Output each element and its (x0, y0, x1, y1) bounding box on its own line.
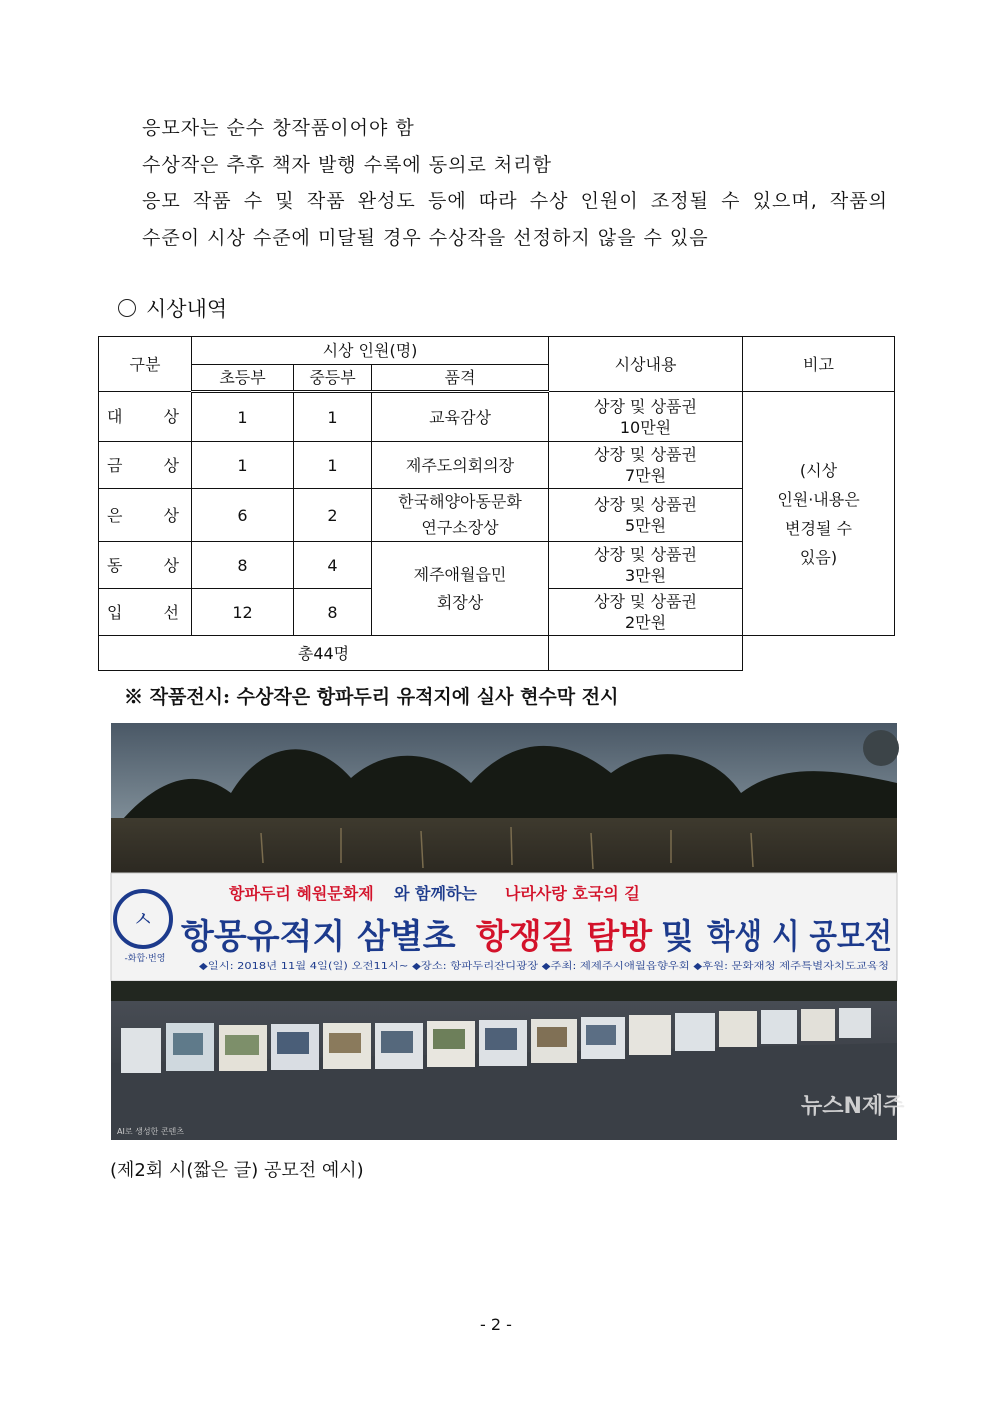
row-category: 금 상 (99, 442, 192, 489)
photo-caption: (제2회 시(짧은 글) 공모전 예시) (110, 1160, 364, 1181)
header-content: 시상내용 (549, 337, 743, 392)
svg-text:◆일시: 2018년 11월 4일(일) 오전11시~ ◆: ◆일시: 2018년 11월 4일(일) 오전11시~ ◆장소: 항파두리잔디광장 ◆주최: 제제주시애월읍향우회 ◆후원: 문화재청 제주특별자치도교육청 (199, 961, 776, 972)
row-elementary-count: 8 (192, 542, 294, 589)
row-elementary-count: 12 (192, 589, 294, 636)
svg-text:학생 시 공모전: 학생 시 공모전 (706, 917, 892, 957)
header-remarks: 비고 (743, 337, 895, 392)
row-category: 입 선 (99, 589, 192, 636)
total-empty-cell (549, 636, 743, 671)
row-middle-count: 1 (294, 392, 372, 442)
row-middle-count: 8 (294, 589, 372, 636)
row-award-name: 제주도의회의장 (372, 442, 549, 489)
svg-text:나라사랑 호국의 길: 나라사랑 호국의 길 (505, 884, 640, 903)
header-middle: 중등부 (294, 365, 372, 392)
circle-bullet-icon (118, 299, 136, 317)
condition-line-3: 응모 작품 수 및 작품 완성도 등에 따라 수상 인원이 조정될 수 있으며, 작품의 (142, 190, 888, 212)
row-category: 동 상 (99, 542, 192, 589)
total-row (99, 636, 895, 671)
svg-text:ㅅ: ㅅ (132, 908, 154, 933)
header-award-name: 품격 (372, 365, 549, 392)
page-number: - 2 - (480, 1315, 512, 1334)
row-category: 대 상 (99, 392, 192, 442)
svg-text:항파두리 혜원문화제: 항파두리 혜원문화제 (229, 884, 374, 903)
banner-photo-illustration (111, 723, 905, 1140)
remarks-cell: (시상 인원·내용은 변경될 수 있음) (743, 392, 895, 636)
condition-line-1: 응모자는 순수 창작품이어야 함 (142, 117, 415, 139)
row-award-name-shared: 제주애월읍민 회장상 (372, 542, 549, 636)
svg-text:및: 및 (661, 917, 694, 957)
svg-text:AI로 생성한 콘텐츠: AI로 생성한 콘텐츠 (117, 1127, 185, 1136)
svg-text:뉴스N제주: 뉴스N제주 (801, 1094, 905, 1119)
row-elementary-count: 1 (192, 442, 294, 489)
row-content: 상장 및 상품권 10만원 (549, 392, 743, 442)
svg-text:항몽유적지 삼별초: 항몽유적지 삼별초 (181, 917, 456, 957)
header-count-group: 시상 인원(명) (192, 337, 549, 365)
svg-text:-화합·번영: -화합·번영 (124, 954, 166, 964)
section-title: 시상내역 (146, 297, 228, 321)
table-row (99, 392, 895, 442)
row-elementary-count: 1 (192, 392, 294, 442)
row-content: 상장 및 상품권 3만원 (549, 542, 743, 589)
award-table (98, 336, 895, 671)
condition-line-4: 수준이 시상 수준에 미달될 경우 수상작을 선정하지 않을 수 있음 (142, 227, 709, 249)
row-elementary-count: 6 (192, 489, 294, 542)
section-heading (118, 293, 227, 323)
banner-photo (111, 723, 905, 1140)
total-count: 총44명 (99, 636, 549, 671)
row-middle-count: 1 (294, 442, 372, 489)
row-award-name: 한국해양아동문화 연구소장상 (372, 489, 549, 542)
row-category: 은 상 (99, 489, 192, 542)
row-middle-count: 2 (294, 489, 372, 542)
header-category: 구분 (99, 337, 192, 392)
row-content: 상장 및 상품권 5만원 (549, 489, 743, 542)
row-middle-count: 4 (294, 542, 372, 589)
header-elementary: 초등부 (192, 365, 294, 392)
svg-text:항쟁길 탐방: 항쟁길 탐방 (476, 917, 653, 957)
exhibition-note: ※ 작품전시: 수상작은 항파두리 유적지에 실사 현수막 전시 (124, 686, 619, 708)
row-content: 상장 및 상품권 7만원 (549, 442, 743, 489)
condition-line-2: 수상작은 추후 책자 발행 수록에 동의로 처리함 (142, 154, 552, 176)
svg-text:와 함께하는: 와 함께하는 (394, 884, 477, 903)
row-content: 상장 및 상품권 2만원 (549, 589, 743, 636)
row-award-name: 교육감상 (372, 392, 549, 442)
